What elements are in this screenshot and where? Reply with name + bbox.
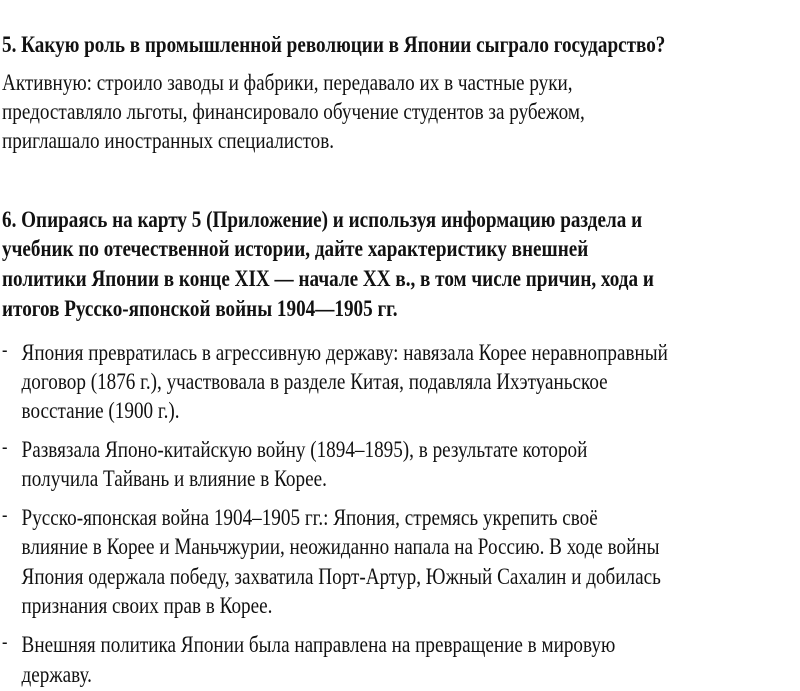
bullet-2-line: получила Тайвань и влияние в Корее. (21, 466, 327, 492)
question-6-line: политики Японии в конце XIX — начале XX в., в том числе причин, хода и (2, 266, 654, 292)
bullet-2-line: Развязала Японо-китайскую войну (1894–1895), в результате которой (21, 437, 588, 463)
bullet-3-line: признания своих прав в Корее. (21, 593, 273, 619)
answer-5-line: Активную: строило заводы и фабрики, передавало их в частные руки, (2, 70, 573, 96)
question-6-line: учебник по отечественной истории, дайте характеристику внешней (2, 236, 589, 262)
bullet-4-line: державу. (21, 662, 92, 688)
bullet-1-line: Япония превратилась в агрессивную державу: навязала Корее неравноправный (21, 340, 668, 366)
bullet-3-line: Япония одержала победу, захватила Порт-Артур, Южный Сахалин и добилась (21, 564, 661, 590)
bullet-marker: - (2, 631, 8, 653)
bullet-1-line: восстание (1900 г.). (21, 398, 180, 424)
bullet-4-line: Внешняя политика Японии была направлена на превращение в мировую (21, 632, 616, 658)
bullet-3-line: Русско-японская война 1904–1905 гг.: Япония, стремясь укрепить своё (21, 505, 598, 531)
answer-5-line: приглашало иностранных специалистов. (2, 128, 335, 154)
answer-5-line: предоставляло льготы, финансировало обучение студентов за рубежом, (2, 99, 585, 125)
question-6-line: итогов Русско-японской войны 1904—1905 гг. (2, 296, 398, 322)
bullet-marker: - (2, 339, 8, 361)
question-6-line: 6. Опираясь на карту 5 (Приложение) и используя информацию раздела и (2, 207, 643, 233)
bullet-1-line: договор (1876 г.), участвовала в разделе Китая, подавляла Ихэтуаньское (21, 369, 608, 395)
question-5: 5. Какую роль в промышленной революции в Японии сыграло государство? (2, 32, 666, 58)
bullet-marker: - (2, 436, 8, 458)
bullet-3-line: влияние в Корее и Маньчжурии, неожиданно напала на Россию. В ходе войны (21, 534, 660, 560)
bullet-marker: - (2, 504, 8, 526)
